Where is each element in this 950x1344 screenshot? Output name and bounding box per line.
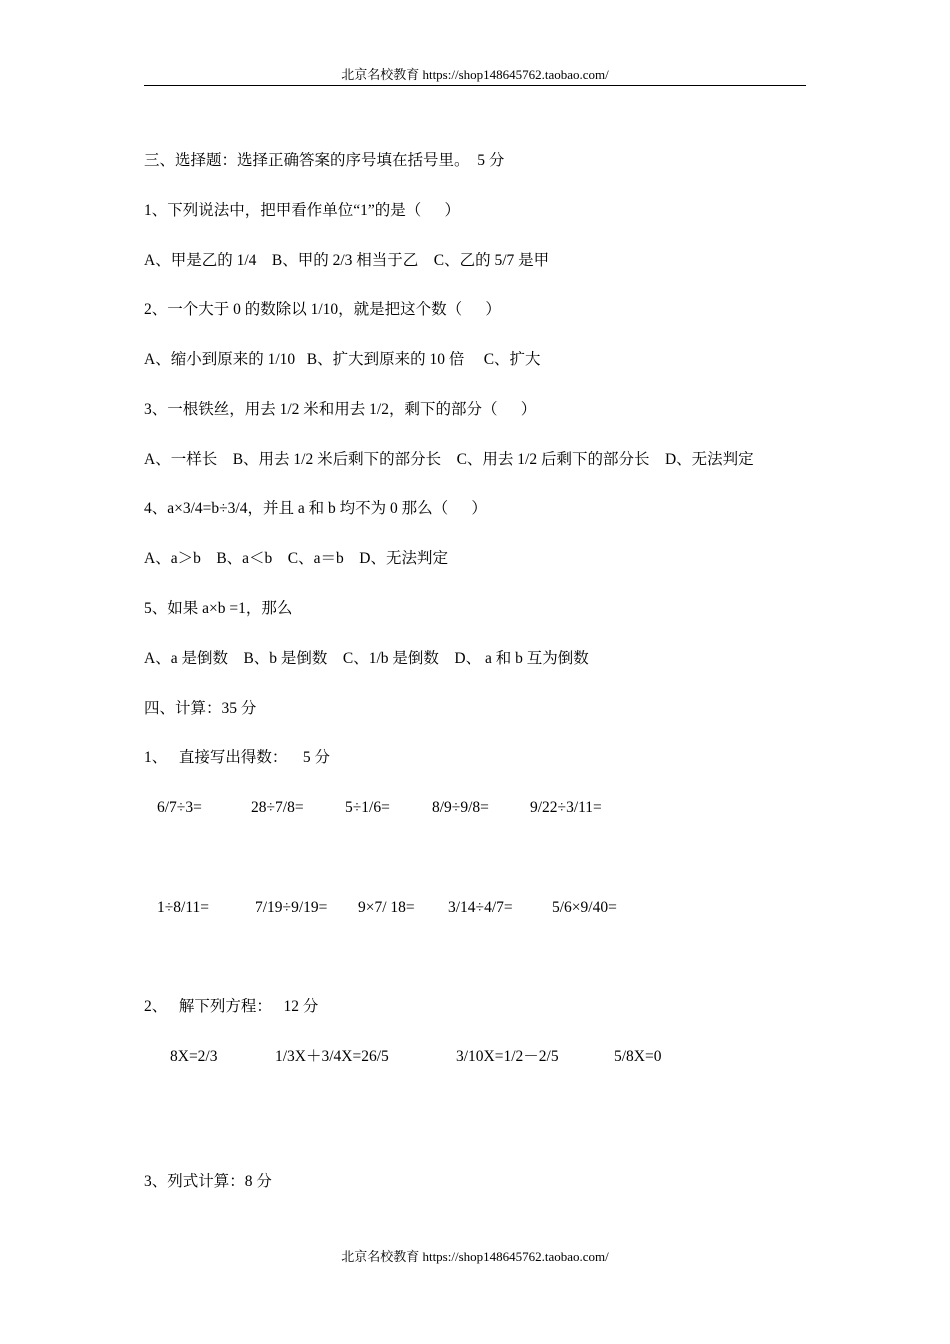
equation-item: 1/3X＋3/4X=26/5 bbox=[275, 1048, 389, 1065]
calc-item: 9/22÷3/11= bbox=[530, 799, 602, 816]
question-4-stem: 4、a×3/4=b÷3/4，并且 a 和 b 均不为 0 那么（ ） bbox=[144, 500, 487, 517]
calc-item: 9×7/ 18= bbox=[358, 899, 415, 916]
part2-title: 2、 解下列方程： 12 分 bbox=[144, 998, 319, 1015]
question-1-options: A、甲是乙的 1/4 B、甲的 2/3 相当于乙 C、乙的 5/7 是甲 bbox=[144, 252, 550, 269]
calc-item: 8/9÷9/8= bbox=[432, 799, 489, 816]
question-5-stem: 5、如果 a×b =1，那么 bbox=[144, 600, 293, 617]
calc-item: 5÷1/6= bbox=[345, 799, 390, 816]
equation-item: 8X=2/3 bbox=[170, 1048, 218, 1065]
calc-item: 5/6×9/40= bbox=[552, 899, 617, 916]
question-2-stem: 2、一个大于 0 的数除以 1/10，就是把这个数（ ） bbox=[144, 301, 501, 318]
calc-item: 1÷8/11= bbox=[157, 899, 209, 916]
section4-title: 四、计算：35 分 bbox=[144, 700, 257, 717]
part1-title: 1、 直接写出得数： 5 分 bbox=[144, 749, 331, 766]
part3-title: 3、列式计算：8 分 bbox=[144, 1173, 272, 1190]
calc-item: 28÷7/8= bbox=[251, 799, 304, 816]
page-footer: 北京名校教育 https://shop148645762.taobao.com/ bbox=[341, 1249, 609, 1264]
calc-item: 7/19÷9/19= bbox=[255, 899, 328, 916]
equation-item: 3/10X=1/2－2/5 bbox=[456, 1048, 559, 1065]
section3-title: 三、选择题：选择正确答案的序号填在括号里。 5 分 bbox=[144, 152, 505, 169]
question-3-options: A、一样长 B、用去 1/2 米后剩下的部分长 C、用去 1/2 后剩下的部分长 D、无法判定 bbox=[144, 451, 754, 468]
calc-item: 6/7÷3= bbox=[157, 799, 202, 816]
header-rule bbox=[144, 85, 806, 86]
question-5-options: A、a 是倒数 B、b 是倒数 C、1/b 是倒数 D、 a 和 b 互为倒数 bbox=[144, 650, 589, 667]
question-1-stem: 1、下列说法中，把甲看作单位“1”的是（ ） bbox=[144, 202, 461, 219]
page-header: 北京名校教育 https://shop148645762.taobao.com/ bbox=[341, 67, 609, 82]
question-2-options: A、缩小到原来的 1/10 B、扩大到原来的 10 倍 C、扩大 bbox=[144, 351, 541, 368]
question-3-stem: 3、一根铁丝，用去 1/2 米和用去 1/2，剩下的部分（ ） bbox=[144, 401, 537, 418]
calc-item: 3/14÷4/7= bbox=[448, 899, 513, 916]
question-4-options: A、a＞b B、a＜b C、a＝b D、无法判定 bbox=[144, 550, 448, 567]
equation-item: 5/8X=0 bbox=[614, 1048, 662, 1065]
